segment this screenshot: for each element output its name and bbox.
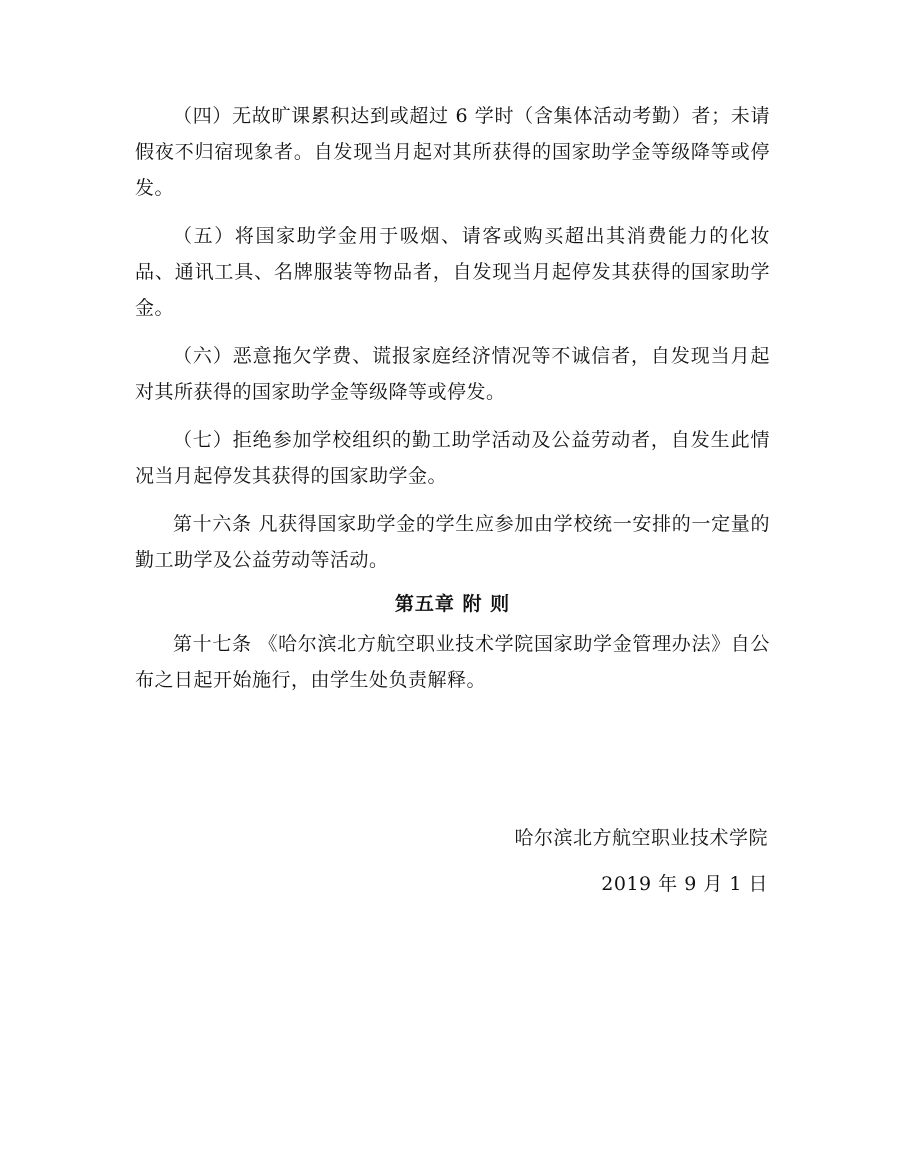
signature-date: 2019 年 9 月 1 日 [601,873,768,895]
signature-block [514,826,768,896]
signature-organization: 哈尔滨北方航空职业技术学院 [514,827,768,849]
clause-four: （四）无故旷课累积达到或超过 6 学时（含集体活动考勤）者；未请假夜不归宿现象者。自发现当月起对其所获得的国家助学金等级降等或停发。 [135,105,770,199]
document-body [135,98,770,710]
article-seventeen: 第十七条 《哈尔滨北方航空职业技术学院国家助学金管理办法》自公布之日起开始施行，由学生处负责解释。 [135,633,770,691]
clause-five: （五）将国家助学金用于吸烟、请客或购买超出其消费能力的化妆品、通讯工具、名牌服装等物品者，自发现当月起停发其获得的国家助学金。 [135,225,770,319]
clause-seven: （七）拒绝参加学校组织的勤工助学活动及公益劳动者，自发生此情况当月起停发其获得的国家助学金。 [135,429,770,487]
article-sixteen: 第十六条 凡获得国家助学金的学生应参加由学校统一安排的一定量的勤工助学及公益劳动等活动。 [135,513,770,571]
chapter-title: 第五章 附 则 [394,593,511,615]
clause-six: （六）恶意拖欠学费、谎报家庭经济情况等不诚信者，自发现当月起对其所获得的国家助学金等级降等或停发。 [135,345,770,403]
